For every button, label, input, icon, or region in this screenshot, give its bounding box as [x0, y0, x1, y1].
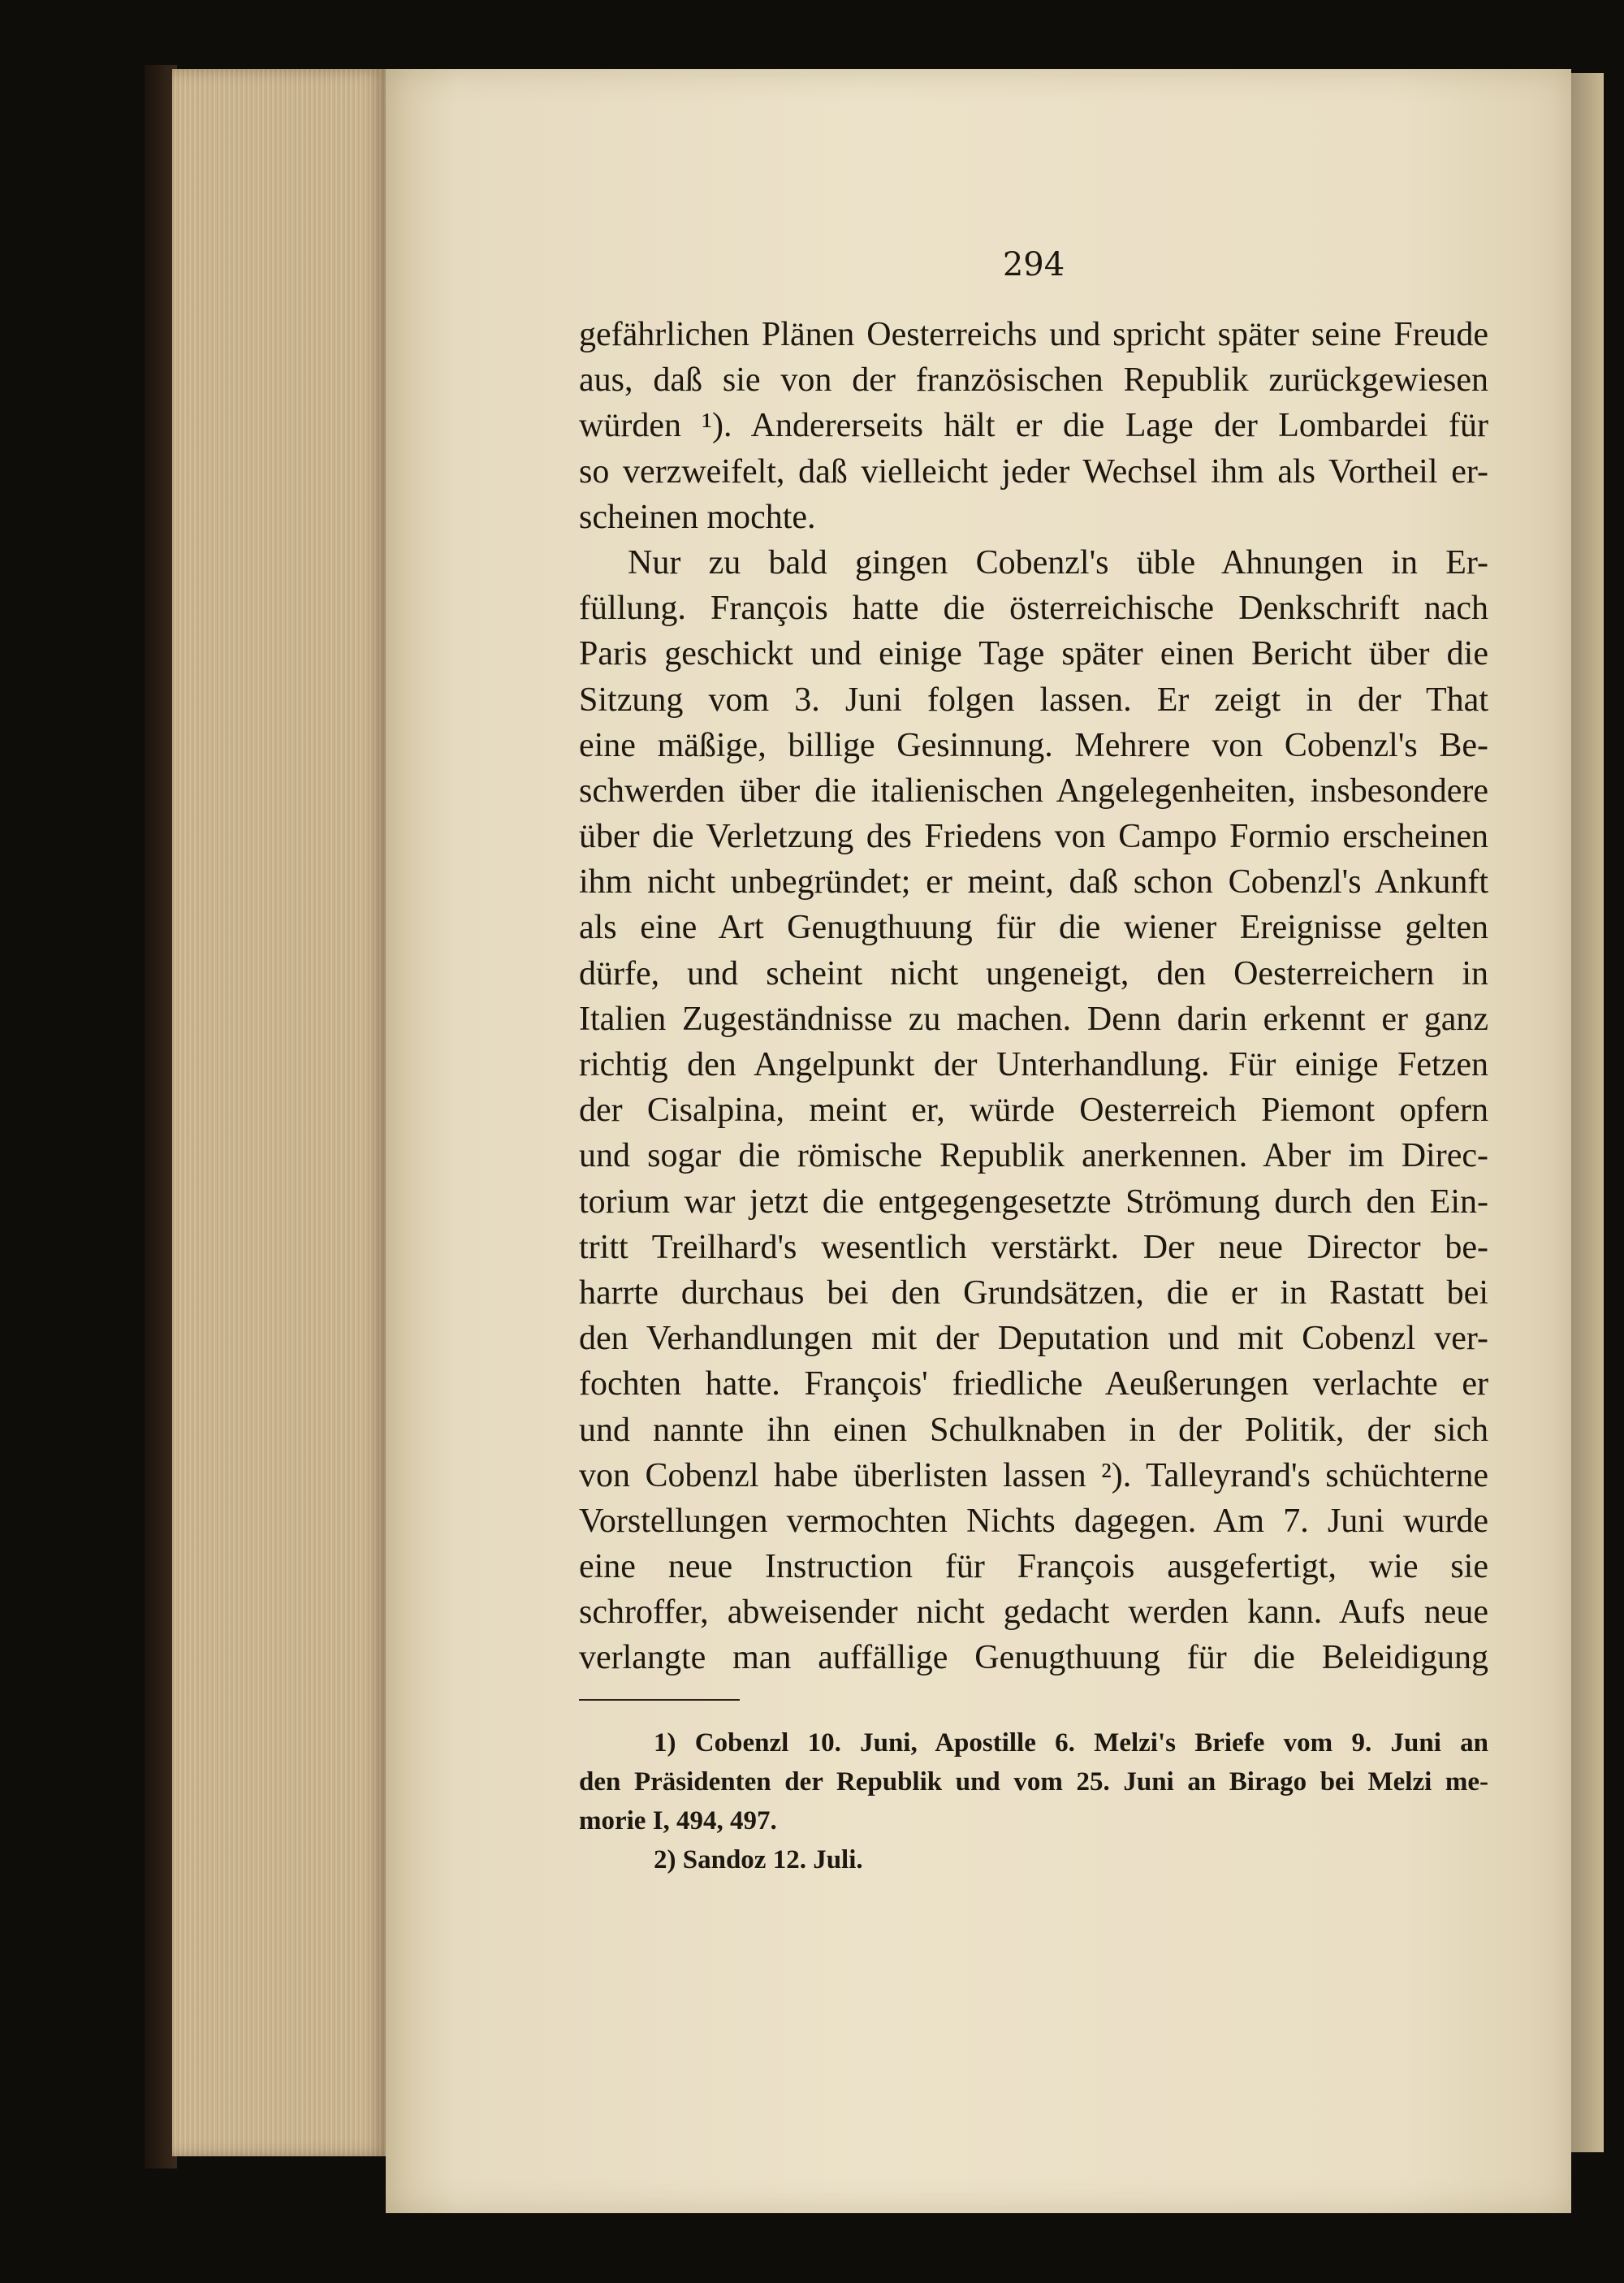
text-line: Paris geschickt und einige Tage später einen Bericht über die: [579, 635, 1488, 673]
text-line: Nur zu bald gingen Cobenzl's üble Ahnungen in Er-: [628, 543, 1488, 582]
text-line: so verzweifelt, daß vielleicht jeder Wechsel ihm als Vortheil er-: [579, 452, 1488, 491]
text-line: gefährlichen Plänen Oesterreichs und spricht später seine Freude: [579, 316, 1488, 353]
text-line: Sitzung vom 3. Juni folgen lassen. Er zeigt in der That: [579, 681, 1488, 719]
text-line: scheinen mochte.: [579, 498, 816, 536]
text-line: torium war jetzt die entgegengesetzte Strömung durch den Ein-: [579, 1183, 1488, 1221]
footnote-line: den Präsidenten der Republik und vom 25. Juni an Birago bei Melzi me-: [579, 1767, 1488, 1797]
footnote-divider: [579, 1699, 740, 1701]
text-line: fochten hatte. François' friedliche Aeußerungen verlachte er: [579, 1365, 1488, 1403]
text-line: als eine Art Genugthuung für die wiener Ereignisse gelten: [579, 909, 1488, 947]
text-line: Vorstellungen vermochten Nichts dagegen. Am 7. Juni wurde: [579, 1502, 1488, 1540]
text-line: und sogar die römische Republik anerkennen. Aber im Direc-: [579, 1137, 1488, 1175]
footnote-line: 2) Sandoz 12. Juli.: [654, 1845, 863, 1874]
text-line: harrte durchaus bei den Grundsätzen, die er in Rastatt bei: [579, 1273, 1488, 1312]
footnotes: [579, 1723, 1488, 1879]
text-line: füllung. François hatte die österreichische Denkschrift nach: [579, 590, 1488, 628]
facing-page-edge: [1571, 73, 1604, 2152]
footnote-line: 1) Cobenzl 10. Juni, Apostille 6. Melzi's Briefe vom 9. Juni an: [654, 1728, 1488, 1758]
text-line: Italien Zugeständnisse zu machen. Denn darin erkennt er ganz: [579, 1000, 1488, 1038]
body-text: [579, 312, 1488, 1681]
text-line: dürfe, und scheint nicht ungeneigt, den Oesterreichern in: [579, 954, 1488, 992]
text-line: über die Verletzung des Friedens von Campo Formio erscheinen: [579, 818, 1488, 856]
text-line: eine neue Instruction für François ausgefertigt, wie sie: [579, 1548, 1488, 1586]
text-line: der Cisalpina, meint er, würde Oesterreich Piemont opfern: [579, 1092, 1488, 1130]
text-line: schroffer, abweisender nicht gedacht werden kann. Aufs neue: [579, 1593, 1488, 1632]
text-line: ihm nicht unbegründet; er meint, daß schon Cobenzl's Ankunft: [579, 863, 1488, 902]
text-line: tritt Treilhard's wesentlich verstärkt. Der neue Director be-: [579, 1228, 1488, 1266]
footnote-line: morie I, 494, 497.: [579, 1806, 777, 1835]
text-line: verlangte man auffällige Genugthuung für die Beleidigung: [579, 1639, 1488, 1677]
page-edges: [172, 69, 386, 2156]
text-line: von Cobenzl habe überlisten lassen ²). Talleyrand's schüchterne: [579, 1456, 1488, 1494]
text-line: schwerden über die italienischen Angelegenheiten, insbesondere: [579, 772, 1488, 810]
text-line: aus, daß sie von der französischen Republik zurückgewiesen: [579, 361, 1488, 400]
text-line: den Verhandlungen mit der Deputation und mit Cobenzl ver-: [579, 1320, 1488, 1358]
text-line: würden ¹). Andererseits hält er die Lage der Lombardei für: [579, 407, 1488, 445]
page-number: 294: [1002, 246, 1065, 283]
text-line: eine mäßige, billige Gesinnung. Mehrere von Cobenzl's Be-: [579, 726, 1488, 764]
text-line: richtig den Angelpunkt der Unterhandlung. Für einige Fetzen: [579, 1046, 1488, 1083]
text-line: und nannte ihn einen Schulknaben in der Politik, der sich: [579, 1411, 1488, 1449]
